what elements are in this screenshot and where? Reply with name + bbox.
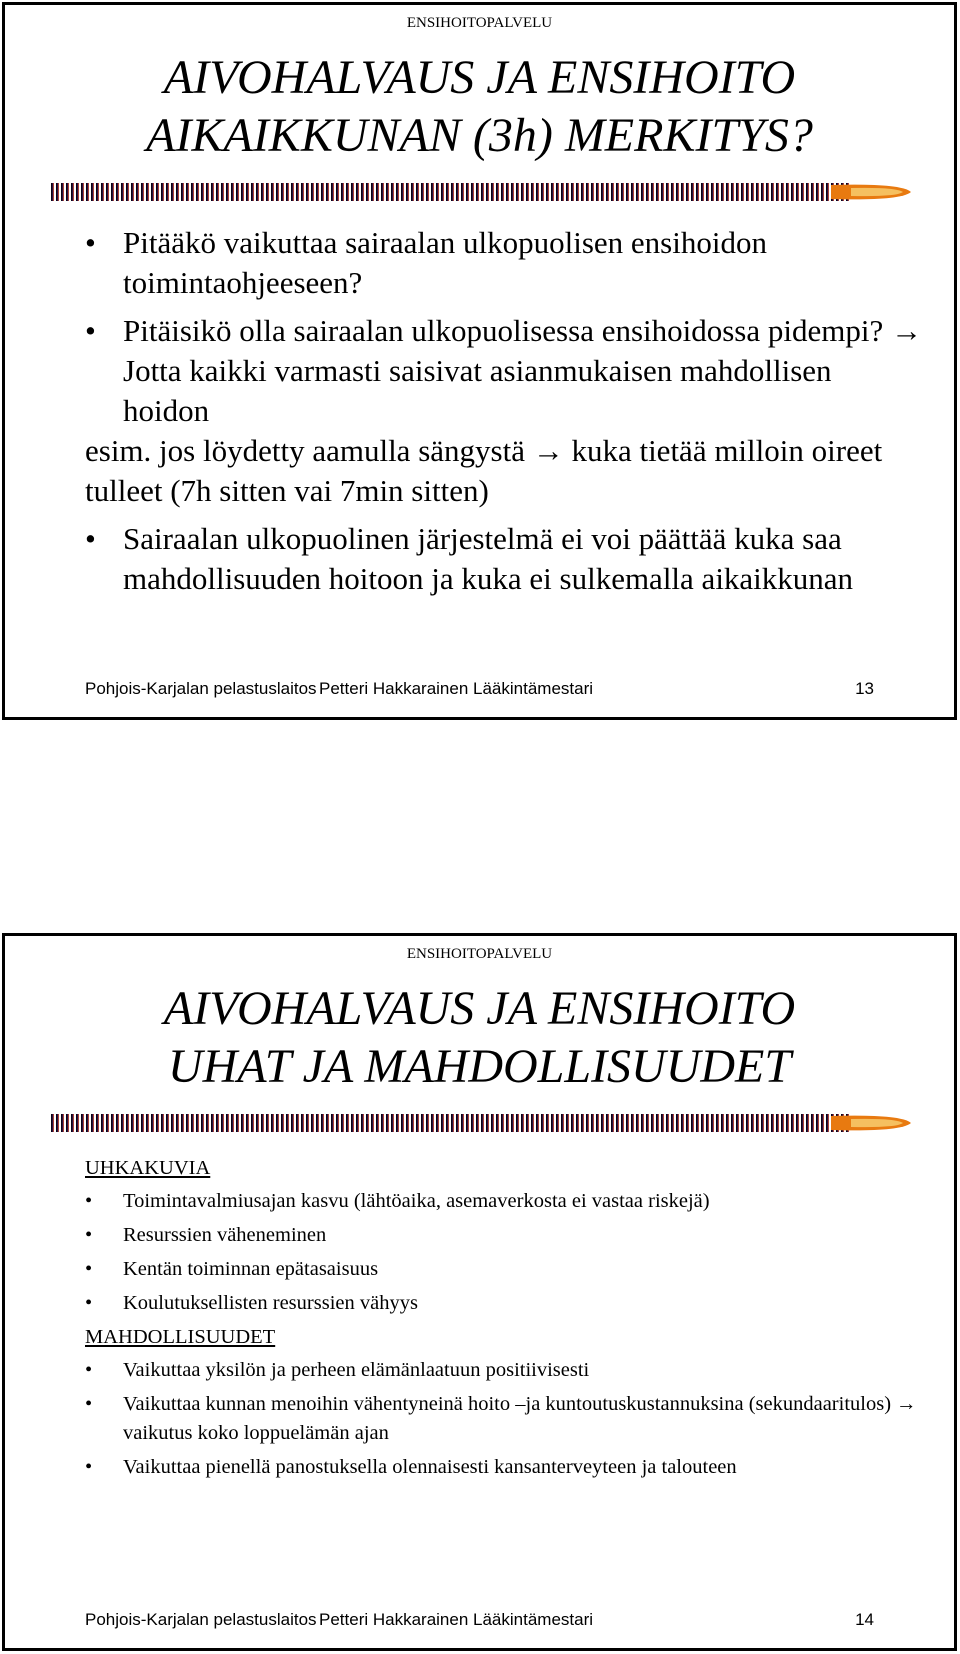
- list-item: [85, 1187, 935, 1216]
- page-number: 14: [855, 1610, 874, 1629]
- slide-header: ENSIHOITOPALVELU: [406, 946, 553, 962]
- list-item: [85, 1390, 935, 1448]
- bullet-text: Pitäisikö olla sairaalan ulkopuolisessa ensihoidossa pidempi? → Jotta kaikki varmasti saisivat asianmukaisen mahdollisen hoidon: [123, 313, 922, 428]
- list-item-continuation: [47, 431, 925, 511]
- title-line: AIKAIKKUNAN (3h) MERKITYS?: [146, 109, 813, 162]
- list-item: [85, 1255, 935, 1284]
- section-heading-opportunities: MAHDOLLISUUDET: [85, 1326, 276, 1348]
- list-item: [85, 1453, 935, 1482]
- bullet-marker: •: [85, 1224, 93, 1246]
- footer-organization: Pohjois-Karjalan pelastuslaitos: [85, 1610, 317, 1629]
- list-item: [85, 1289, 935, 1318]
- bullet-marker: •: [85, 1393, 93, 1415]
- bullet-marker: •: [85, 1456, 93, 1478]
- bullet-text: Pitääkö vaikuttaa sairaalan ulkopuolisen ensihoidon toimintaohjeeseen?: [123, 225, 767, 300]
- footer-organization: Pohjois-Karjalan pelastuslaitos: [85, 679, 317, 698]
- slide-title: [5, 980, 954, 1096]
- list-item: [85, 223, 925, 303]
- section-heading-threats: UHKAKUVIA: [85, 1157, 211, 1179]
- bullet-marker: •: [85, 1359, 93, 1381]
- bullet-text: esim. jos löydetty aamulla sängystä → kuka tietää milloin oireet tulleet (7h sitten vai 7min sitten): [85, 433, 883, 508]
- bullet-marker: •: [85, 225, 96, 260]
- title-line: AIVOHALVAUS JA ENSIHOITO: [163, 51, 796, 104]
- list-item: [85, 1356, 935, 1385]
- bullet-text: Toimintavalmiusajan kasvu (lähtöaika, asemaverkosta ei vastaa riskejä): [123, 1190, 710, 1212]
- title-line: AIVOHALVAUS JA ENSIHOITO: [163, 982, 796, 1035]
- slide-title: [5, 49, 954, 165]
- slide-content: [85, 1154, 935, 1487]
- page-number: 13: [855, 679, 874, 698]
- bullet-text: Koulutuksellisten resurssien vähyys: [123, 1292, 418, 1314]
- slide-14: [2, 933, 957, 1651]
- bullet-text: Vaikuttaa kunnan menoihin vähentyneinä hoito –ja kuntoutuskustannuksina (sekundaaritulos) → vaikutus koko loppuelämän ajan: [123, 1393, 917, 1444]
- bullet-marker: •: [85, 1258, 93, 1280]
- slide-header: ENSIHOITOPALVELU: [406, 15, 553, 31]
- footer-author: Petteri Hakkarainen Lääkintämestari: [319, 1610, 594, 1629]
- bullet-marker: •: [85, 1190, 93, 1212]
- bullet-text: Vaikuttaa pienellä panostuksella olennaisesti kansanterveyteen ja talouteen: [123, 1456, 737, 1478]
- bullet-text: Vaikuttaa yksilön ja perheen elämänlaatuun positiivisesti: [123, 1359, 590, 1381]
- list-item: [85, 519, 925, 599]
- bullet-marker: •: [85, 1292, 93, 1314]
- list-item: [85, 1221, 935, 1250]
- footer-author: Petteri Hakkarainen Lääkintämestari: [319, 679, 594, 698]
- bullet-text: Kentän toiminnan epätasaisuus: [123, 1258, 379, 1280]
- decorative-rule: [51, 183, 913, 201]
- title-line: UHAT JA MAHDOLLISUUDET: [167, 1040, 792, 1093]
- bullet-list: [85, 223, 925, 607]
- bullet-marker: •: [85, 521, 96, 556]
- bullet-text: Resurssien väheneminen: [123, 1224, 327, 1246]
- slide-13: [2, 2, 957, 720]
- list-item: [85, 311, 925, 431]
- bullet-text: Sairaalan ulkopuolinen järjestelmä ei voi päättää kuka saa mahdollisuuden hoitoon ja kuka ei sulkemalla aikaikkunan: [123, 521, 854, 596]
- bullet-marker: •: [85, 313, 96, 348]
- decorative-rule: [51, 1114, 913, 1132]
